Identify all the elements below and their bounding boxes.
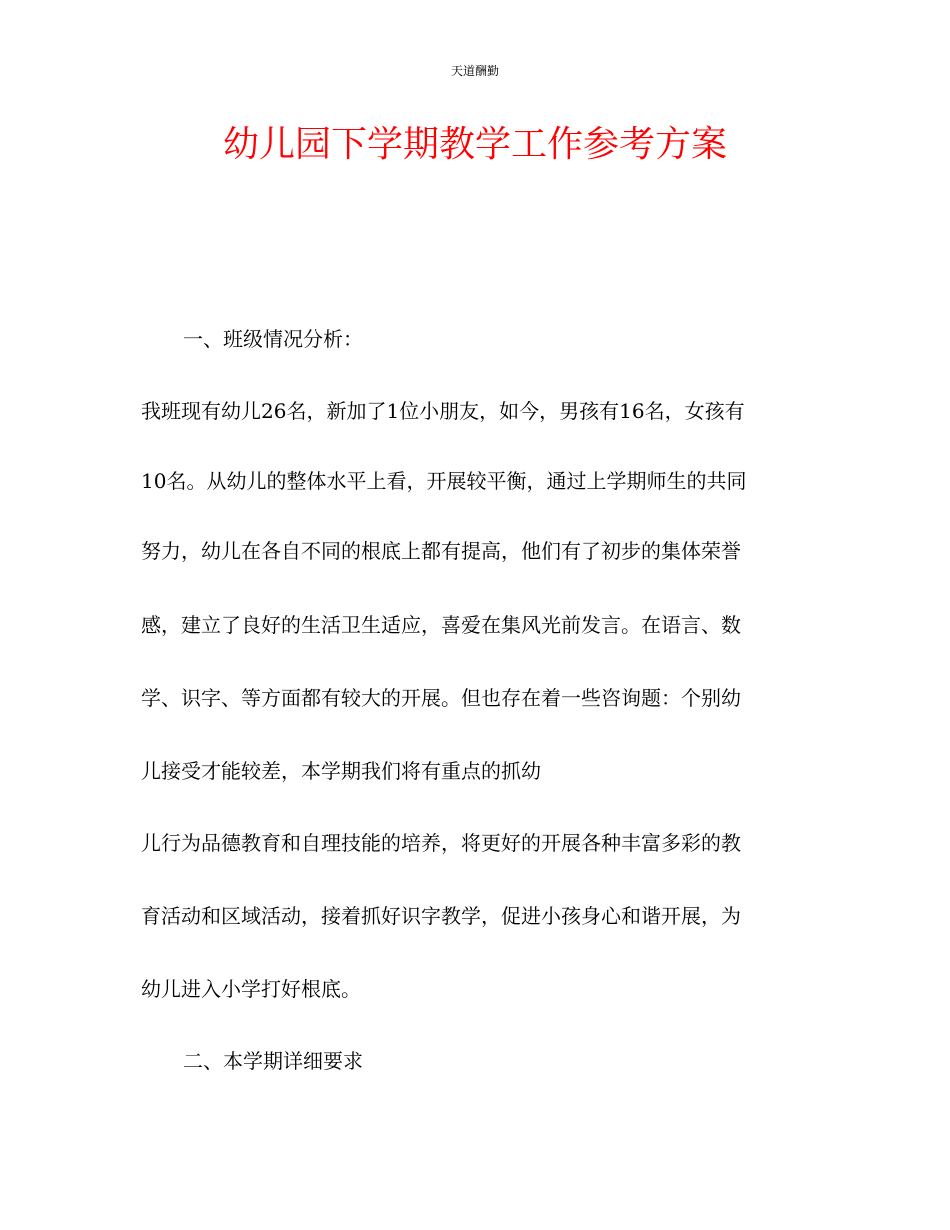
paragraph-line: 努力，幼儿在各自不同的根底上都有提高，他们有了初步的集体荣誉	[141, 539, 741, 563]
section-heading-1: 一、班级情况分析：	[183, 327, 363, 351]
paragraph-line: 幼儿进入小学打好根底。	[141, 977, 361, 1001]
paragraph-line: 儿行为品德教育和自理技能的培养，将更好的开展各种丰富多彩的教	[141, 831, 741, 855]
section-heading-2: 二、本学期详细要求	[183, 1049, 363, 1073]
paragraph-line: 10名。从幼儿的整体水平上看，开展较平衡，通过上学期师生的共同	[141, 469, 747, 493]
paragraph-line: 育活动和区域活动，接着抓好识字教学，促进小孩身心和谐开展，为	[141, 904, 741, 928]
paragraph-line: 学、识字、等方面都有较大的开展。但也存在着一些咨询题：个别幼	[141, 686, 741, 710]
paragraph-line: 感，建立了良好的生活卫生适应，喜爱在集风光前发言。在语言、数	[141, 613, 741, 637]
document-title: 幼儿园下学期教学工作参考方案	[222, 124, 727, 165]
paragraph-line: 儿接受才能较差，本学期我们将有重点的抓幼	[141, 759, 541, 783]
page-header: 天道酬勤	[450, 64, 499, 78]
paragraph-line: 我班现有幼儿26名，新加了1位小朋友，如今，男孩有16名，女孩有	[141, 399, 745, 423]
